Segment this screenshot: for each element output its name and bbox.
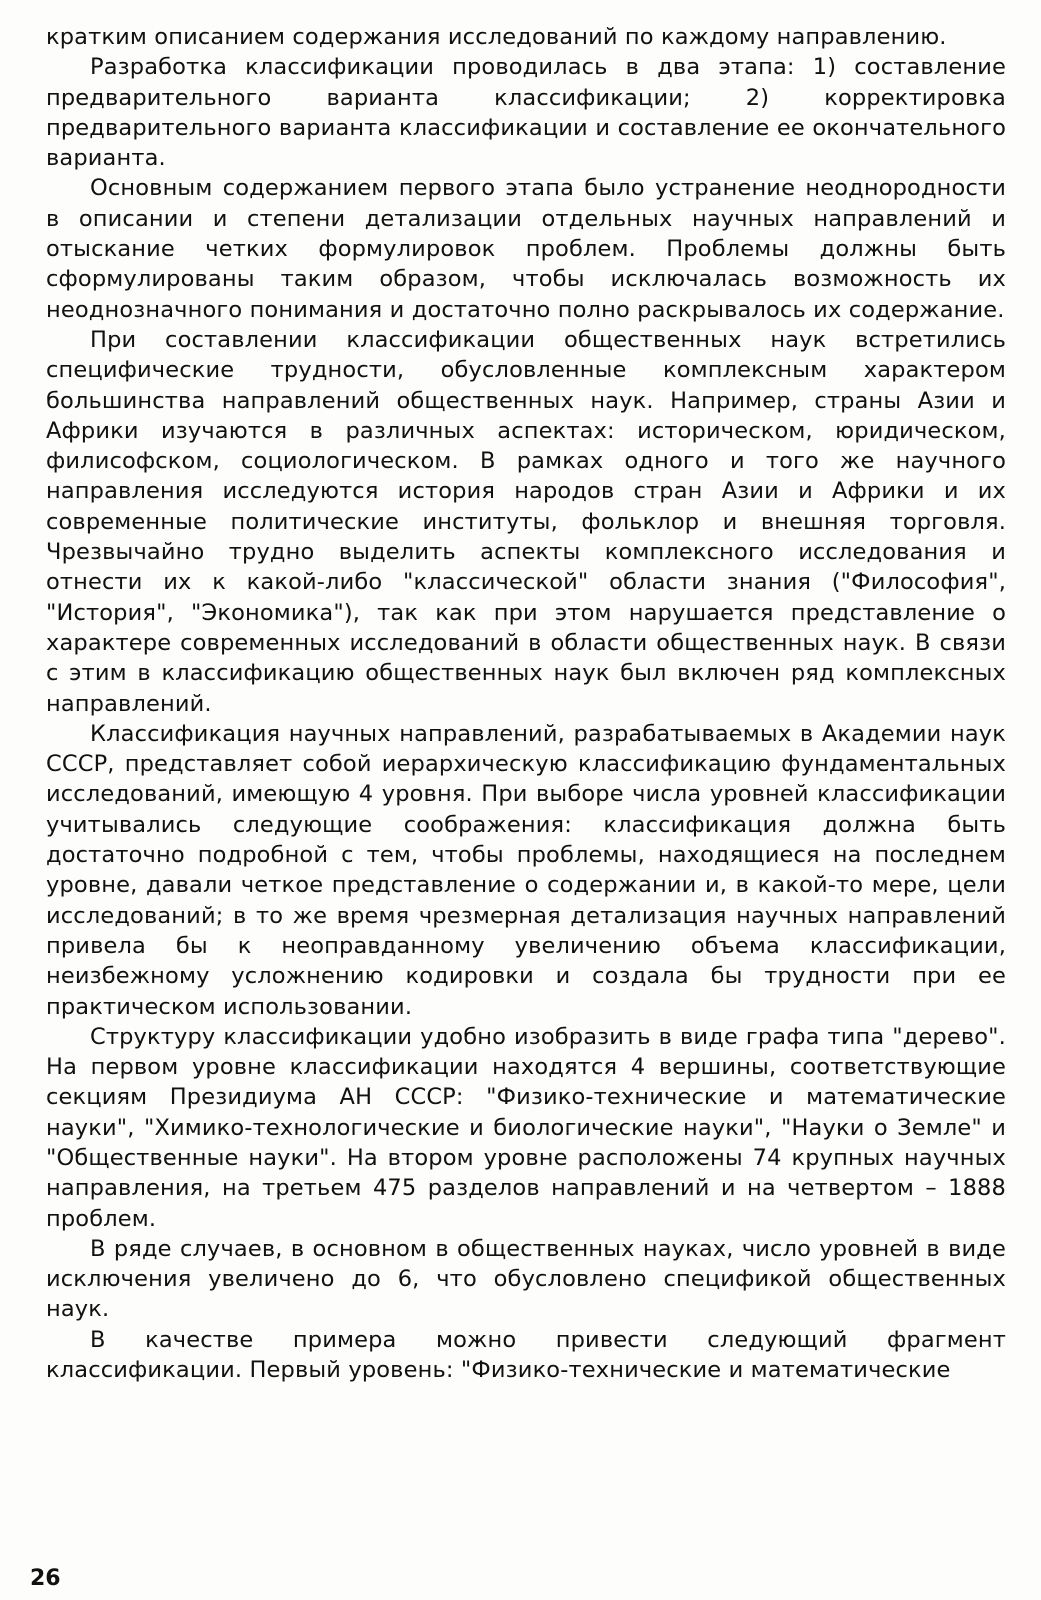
paragraph-classification-levels: Классификация научных направлений, разрабатываемых в Академии наук СССР, представляет собой иерархическую классификацию фундаментальных исследований, имеющую 4 уровня. При выборе числа уровней классификации учитывались следующие соображения: классификация должна быть достаточно подробной с тем, чтобы проблемы, находящиеся на последнем уровне, давали четкое представление о содержании и, в какой-то мере, цели исследований; в то же время чрезмерная детализация научных направлений привела бы к неоправданному увеличению объема классификации, неизбежному усложнению кодировки и создала бы трудности при ее практическом использовании. xyxy=(46,720,1006,1020)
body-text xyxy=(46,22,1006,1385)
paragraph-first-stage: Основным содержанием первого этапа было устранение неоднородности в описании и степени детализации отдельных научных направлений и отыскание четких формулировок проблем. Проблемы должны быть сформулированы таким образом, чтобы исключалась возможность их неоднозначного понимания и достаточно полно раскрывалось их содержание. xyxy=(46,175,1006,323)
paragraph-tree-structure: Структуру классификации удобно изобразить в виде графа типа "дерево". На первом уровне классификации находятся 4 вершины, соответствующие секциям Президиума АН СССР: "Физико-технические и математические науки", "Химико-технологические и биологические науки", "Науки о Земле" и "Общественные науки". На втором уровне расположены 74 крупных научных направления, на третьем 475 разделов направлений и на четвертом – 1888 проблем. xyxy=(46,1023,1006,1232)
paragraph-example: В качестве примера можно привести следующий фрагмент классификации. Первый уровень: "Физико-технические и математические xyxy=(46,1326,1006,1384)
paragraph-stages: Разработка классификации проводилась в два этапа: 1) составление предварительного варианта классификации; 2) корректировка предварительного варианта классификации и составление ее окончательного варианта. xyxy=(46,54,1006,172)
paragraph-social-sciences: При составлении классификации общественных наук встретились специфические трудности, обусловленные комплексным характером большинства направлений общественных наук. Например, страны Азии и Африки изучаются в различных аспектах: историческом, юридическом, филисофском, социологическом. В рамках одного и того же научного направления исследуются история народов стран Азии и Африки и их современные политические институты, фольклор и внешняя торговля. Чрезвычайно трудно выделить аспекты комплексного исследования и отнести их к какой-либо "классической" области знания ("Философия", "История", "Экономика"), так как при этом нарушается представление о характере современных исследований в области общественных наук. В связи с этим в классификацию общественных наук был включен ряд комплексных направлений. xyxy=(46,326,1006,717)
paragraph-continuation: кратким описанием содержания исследований по каждому направлению. xyxy=(46,24,947,50)
page-number: 26 xyxy=(30,1566,61,1591)
paragraph-exceptions: В ряде случаев, в основном в общественных науках, число уровней в виде исключения увеличено до 6, что обусловлено спецификой общественных наук. xyxy=(46,1235,1006,1323)
